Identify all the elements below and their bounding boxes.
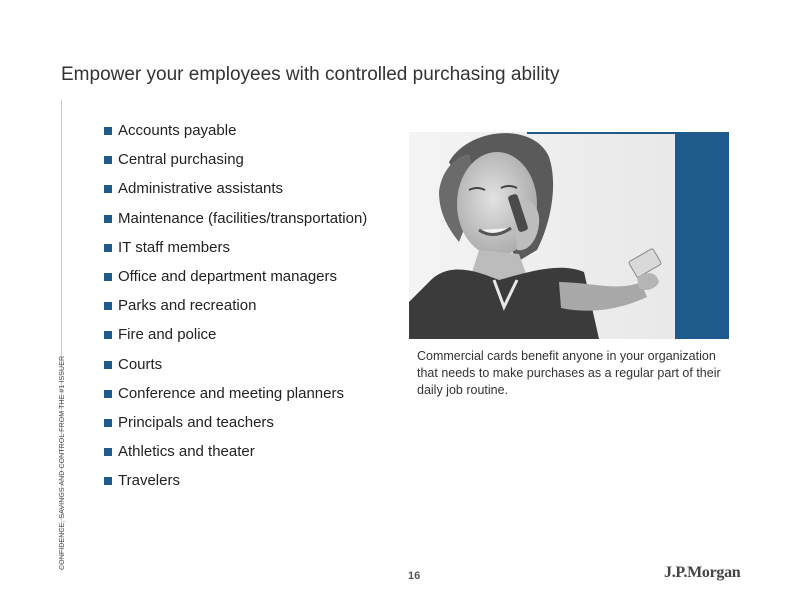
bullet-square-icon	[104, 477, 112, 485]
bullet-square-icon	[104, 156, 112, 164]
list-item: Principals and teachers	[104, 414, 367, 443]
photo-caption: Commercial cards benefit anyone in your organization that needs to make purchases as a regular part of their daily job routine.	[417, 349, 721, 397]
bullet-square-icon	[104, 185, 112, 193]
list-item: Maintenance (facilities/transportation)	[104, 210, 367, 239]
bullet-square-icon	[104, 244, 112, 252]
list-item: Central purchasing	[104, 151, 367, 180]
list-item: Athletics and theater	[104, 443, 367, 472]
woman-on-phone-photo	[409, 132, 729, 339]
bullet-square-icon	[104, 273, 112, 281]
page-title: Empower your employees with controlled purchasing ability	[61, 64, 560, 85]
page-number: 16	[408, 570, 421, 582]
list-item: Travelers	[104, 472, 367, 501]
bullet-square-icon	[104, 419, 112, 427]
bullet-square-icon	[104, 448, 112, 456]
list-item: Courts	[104, 356, 367, 385]
list-item: Accounts payable	[104, 122, 367, 151]
list-item: Office and department managers	[104, 268, 367, 297]
list-item: IT staff members	[104, 239, 367, 268]
list-item: Administrative assistants	[104, 180, 367, 209]
bullet-square-icon	[104, 215, 112, 223]
bullet-square-icon	[104, 331, 112, 339]
list-item: Conference and meeting planners	[104, 385, 367, 414]
bullet-square-icon	[104, 390, 112, 398]
bullet-square-icon	[104, 302, 112, 310]
list-item: Parks and recreation	[104, 297, 367, 326]
bullet-list	[104, 122, 367, 501]
bullet-square-icon	[104, 127, 112, 135]
jpmorgan-logo: J.P.Morgan	[664, 564, 741, 581]
list-item: Fire and police	[104, 326, 367, 355]
side-label: CONFIDENCE, SAVINGS AND CONTROL FROM THE #1 ISSUER	[59, 355, 66, 570]
bullet-square-icon	[104, 361, 112, 369]
